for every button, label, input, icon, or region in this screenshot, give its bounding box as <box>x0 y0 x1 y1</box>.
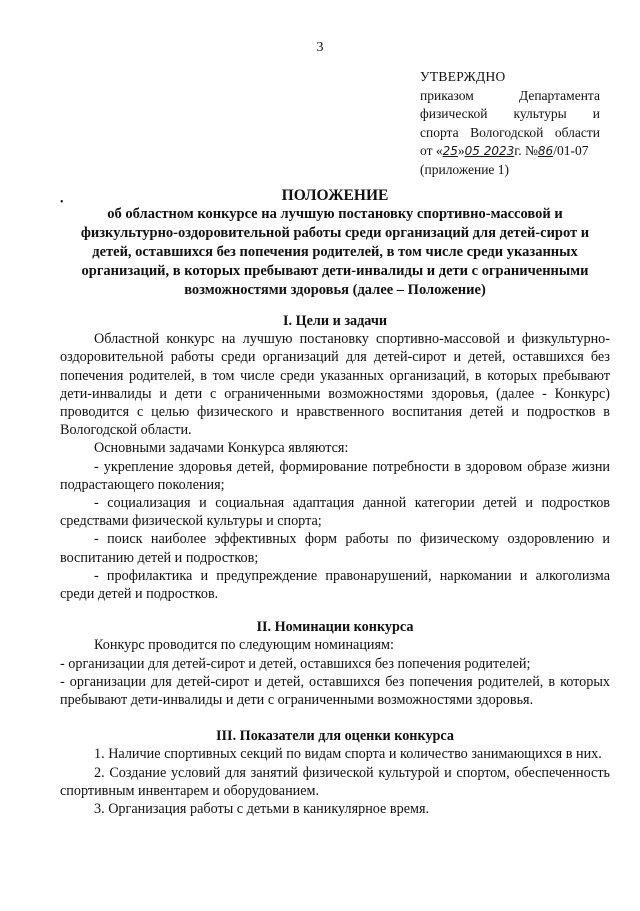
approval-date-line <box>420 142 600 161</box>
spacer <box>60 709 610 727</box>
approval-day: 25 <box>442 144 458 158</box>
section-1-paragraph: Областной конкурс на лучшую постановку спортивно-массовой и физкультурно-оздоровительной работы среди организаций для детей-сирот и детей, оставшихся без попечения родителей, в том числе среди указанных организаций, в которых пребывают дети-инвалиды и дети с ограниченными возможностями здоровья, (далее - Конкурс) проводится с целью физического и нравственного воспитания детей и подростков в Вологодской области. <box>60 331 610 439</box>
approval-line-2: физической культуры и <box>420 106 600 121</box>
nomination-item: - организации для детей-сирот и детей, оставшихся без попечения родителей, в которых пребывают дети-инвалиды и дети с ограниченными возможностями здоровья. <box>60 673 610 709</box>
approval-appendix: (приложение 1) <box>420 161 510 177</box>
section-1-tasks-intro: Основными задачами Конкурса являются: <box>94 440 349 457</box>
approval-number: 86 <box>537 144 554 158</box>
page-number: 3 <box>316 40 324 55</box>
spacer <box>60 603 610 618</box>
criterion-item: 3. Организация работы с детьми в каникулярное время. <box>94 801 430 818</box>
task-item: - профилактика и предупреждение правонарушений, наркомании и алкоголизма среди детей и подростков. <box>60 567 610 603</box>
document-title: ПОЛОЖЕНИЕ <box>281 187 389 204</box>
section-3-title: III. Показатели для оценки конкурса <box>216 728 454 745</box>
criterion-item: 2. Создание условий для занятий физической культурой и спортом, обеспеченность спортивным инвентарем и оборудованием. <box>60 764 610 799</box>
document-subtitle: об областном конкурсе на лучшую постановку спортивно-массовой и физкультурно-оздоровительной работы среди организаций для детей-сирот и детей, оставшихся без попечения родителей, в том числе среди указанных организаций, в которых пребывают дети-инвалиды и дети с ограниченными возможностями здоровья (далее – Положение) <box>80 206 590 298</box>
criterion-item: 1. Наличие спортивных секций по видам спорта и количество занимающихся в них. <box>94 746 602 763</box>
section-2-title: II. Номинации конкурса <box>256 619 414 636</box>
section-1-title: I. Цели и задачи <box>282 313 388 329</box>
approval-no: г. № <box>514 143 538 158</box>
approval-line-1: приказом Департамента <box>420 87 600 103</box>
approval-suffix: /01-07 <box>553 143 589 158</box>
task-item: - социализация и социальная адаптация данной категории детей и подростков средствами физической культуры и спорта; <box>60 495 610 530</box>
approval-line-3: спорта Вологодской области <box>420 124 600 140</box>
document-heading <box>60 186 610 300</box>
approval-quote: » <box>457 143 465 158</box>
approval-month-year: 05 2023 <box>464 144 515 158</box>
margin-dot: • <box>60 197 64 208</box>
approval-title: УТВЕРЖДНО <box>420 69 506 84</box>
document-body <box>60 312 610 818</box>
approval-stamp <box>420 68 600 179</box>
nomination-item: - организации для детей-сирот и детей, оставшихся без попечения родителей; <box>60 655 531 672</box>
approval-from: от « <box>420 143 443 158</box>
section-2-intro: Конкурс проводится по следующим номинациям: <box>94 637 394 654</box>
task-item: - укрепление здоровья детей, формирование потребности в здоровом образе жизни подрастающего поколения; <box>60 458 610 493</box>
task-item: - поиск наиболее эффективных форм работы по физическому оздоровлению и воспитанию детей и подростков; <box>60 531 610 566</box>
